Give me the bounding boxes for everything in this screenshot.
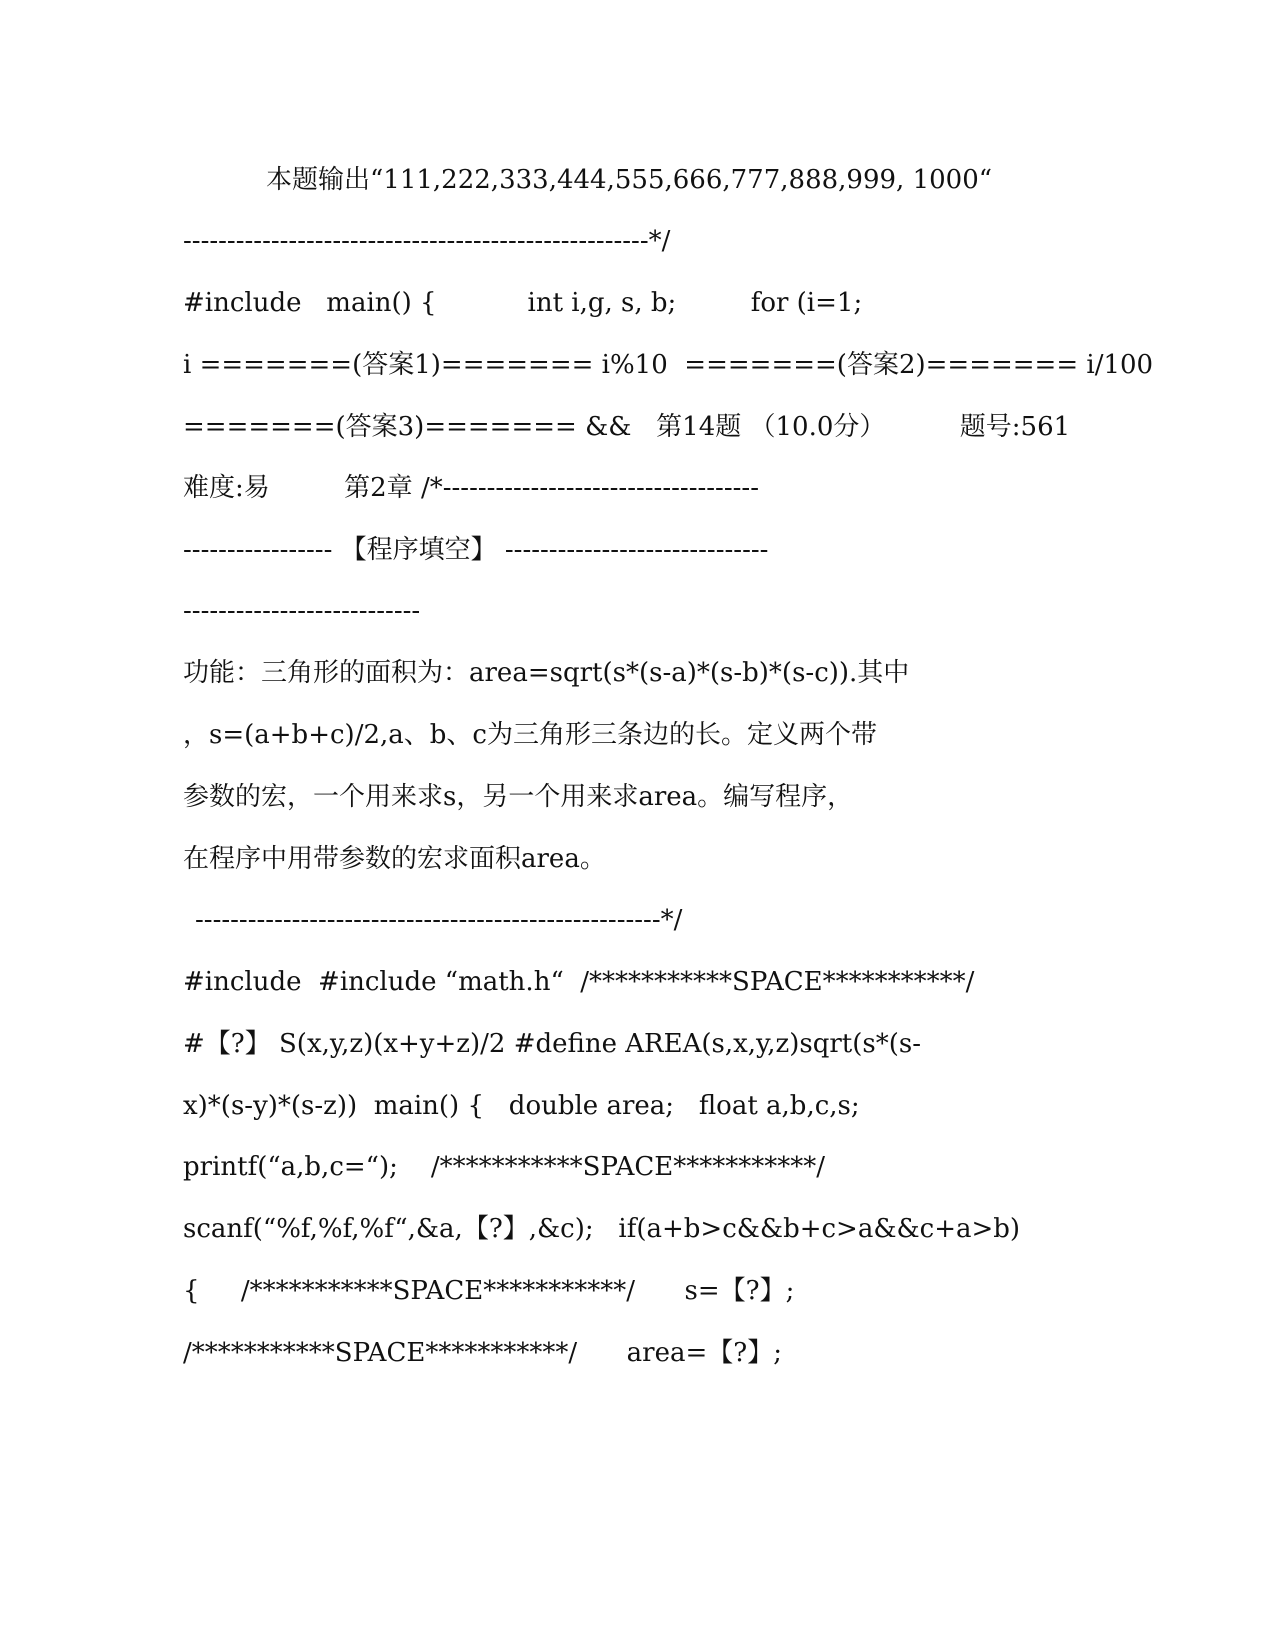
section-title-line: ----------------- 【程序填空】 ------------------------------ bbox=[183, 535, 769, 565]
code-line: scanf(“%f,%f,%f“,&a,【?】,&c); if(a+b>c&&b+c>a&&c+a>b) bbox=[183, 1214, 1021, 1244]
intro-output-line: 本题输出“111,222,333,444,555,666,777,888,999, 1000“ bbox=[266, 165, 993, 195]
code-line: { /***********SPACE***********/ s=【?】; bbox=[183, 1276, 795, 1306]
code-line: #include main() { int i,g, s, b; for (i=1; bbox=[183, 288, 863, 318]
question-header-line: =======(答案3)======= && 第14题 （10.0分） 题号:561 bbox=[183, 412, 1071, 442]
divider-line: --------------------------- bbox=[183, 596, 421, 626]
code-line: i =======(答案1)======= i%10 =======(答案2)======= i/100 bbox=[183, 350, 1154, 380]
code-line: #include #include “math.h“ /***********SPACE***********/ bbox=[183, 967, 975, 997]
code-line: x)*(s-y)*(s-z)) main() { double area; float a,b,c,s; bbox=[183, 1091, 860, 1121]
description-line: 参数的宏，一个用来求s，另一个用来求area。编写程序， bbox=[183, 782, 854, 812]
code-line: /***********SPACE***********/ area=【?】; bbox=[183, 1338, 782, 1368]
description-line: ，s=(a+b+c)/2,a、b、c为三角形三条边的长。定义两个带 bbox=[183, 720, 877, 750]
difficulty-line: 难度:易 第2章 /*------------------------------------ bbox=[183, 473, 759, 503]
comment-end-line: -----------------------------------------------------*/ bbox=[195, 905, 683, 935]
code-line: #【?】 S(x,y,z)(x+y+z)/2 #define AREA(s,x,y,z)sqrt(s*(s- bbox=[183, 1029, 921, 1059]
comment-end-line: -----------------------------------------------------*/ bbox=[183, 226, 671, 256]
description-line: 功能：三角形的面积为：area=sqrt(s*(s-a)*(s-b)*(s-c)).其中 bbox=[183, 658, 910, 688]
code-line: printf(“a,b,c=“); /***********SPACE***********/ bbox=[183, 1152, 826, 1182]
description-line: 在程序中用带参数的宏求面积area。 bbox=[183, 844, 606, 874]
